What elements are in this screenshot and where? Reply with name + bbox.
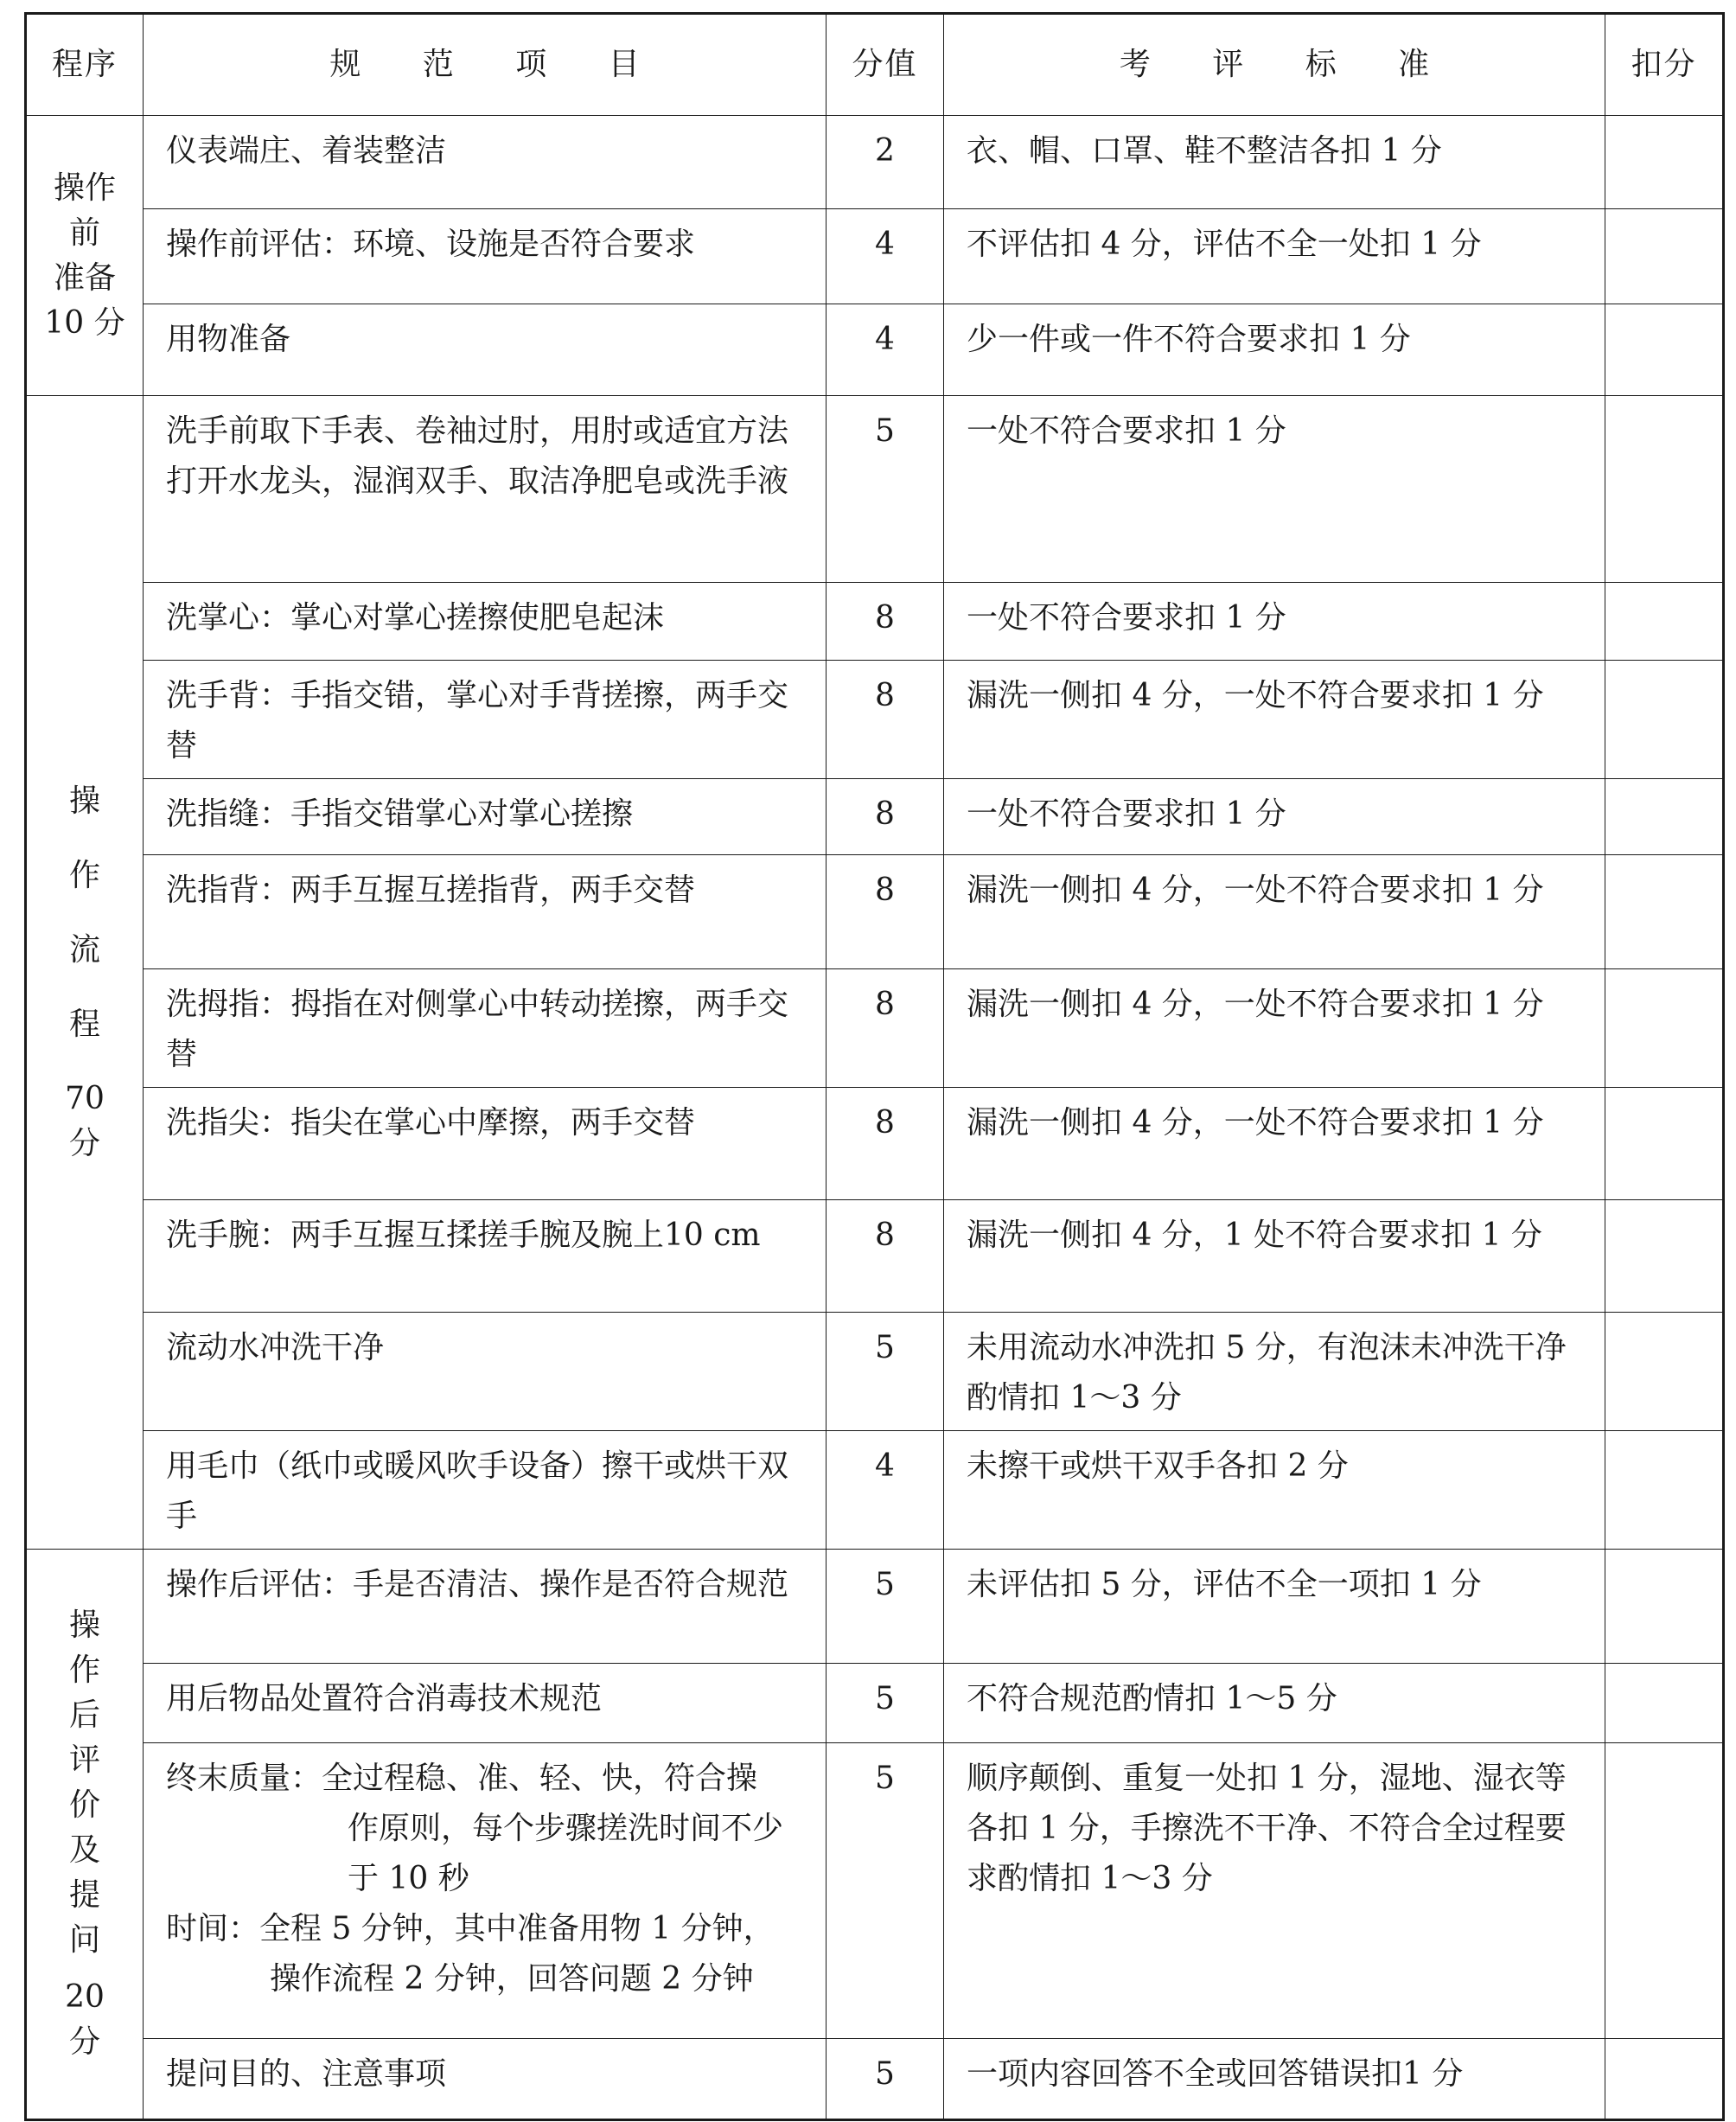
item-cell: 洗指缝：手指交错掌心对掌心搓擦 bbox=[144, 779, 827, 855]
table-row bbox=[26, 1743, 1724, 2039]
section-label-line: 操 bbox=[68, 783, 100, 819]
table-row bbox=[26, 396, 1724, 583]
section-label-pre bbox=[26, 116, 144, 396]
section-label-line: 程 bbox=[68, 1006, 100, 1042]
section-label-line: 问 bbox=[68, 1922, 100, 1958]
section-label-line: 准备 bbox=[53, 259, 116, 296]
item-cell: 洗指尖：指尖在掌心中摩擦，两手交替 bbox=[144, 1088, 827, 1200]
item-cell: 仪表端庄、着装整洁 bbox=[144, 116, 827, 209]
table-row bbox=[26, 969, 1724, 1088]
table-row bbox=[26, 779, 1724, 855]
section-label-post bbox=[26, 1550, 144, 2120]
item-cell-quality-time bbox=[144, 1743, 827, 2039]
score-cell: 8 bbox=[827, 779, 944, 855]
deduct-cell bbox=[1605, 969, 1724, 1088]
header-item: 规 范 项 目 bbox=[144, 14, 827, 116]
score-cell: 8 bbox=[827, 969, 944, 1088]
section-label-line: 流 bbox=[68, 931, 100, 968]
criteria-cell: 顺序颠倒、重复一处扣 1 分，湿地、湿衣等各扣 1 分，手擦洗不干净、不符合全过程要求酌情扣 1～3 分 bbox=[944, 1743, 1605, 2039]
deduct-cell bbox=[1605, 855, 1724, 969]
criteria-cell: 一处不符合要求扣 1 分 bbox=[944, 779, 1605, 855]
item-cell: 用后物品处置符合消毒技术规范 bbox=[144, 1664, 827, 1743]
criteria-cell: 漏洗一侧扣 4 分，一处不符合要求扣 1 分 bbox=[944, 1088, 1605, 1200]
table-row bbox=[26, 1664, 1724, 1743]
deduct-cell bbox=[1605, 116, 1724, 209]
criteria-cell: 少一件或一件不符合要求扣 1 分 bbox=[944, 304, 1605, 396]
criteria-cell: 漏洗一侧扣 4 分，1 处不符合要求扣 1 分 bbox=[944, 1200, 1605, 1313]
deduct-cell bbox=[1605, 209, 1724, 304]
deduct-cell bbox=[1605, 779, 1724, 855]
table-row bbox=[26, 855, 1724, 969]
table-row bbox=[26, 116, 1724, 209]
criteria-cell: 一处不符合要求扣 1 分 bbox=[944, 396, 1605, 583]
criteria-cell: 不符合规范酌情扣 1～5 分 bbox=[944, 1664, 1605, 1743]
hand-washing-scoring-table bbox=[24, 12, 1725, 2121]
score-cell: 4 bbox=[827, 1431, 944, 1550]
deduct-cell bbox=[1605, 1743, 1724, 2039]
score-cell: 4 bbox=[827, 304, 944, 396]
table-row bbox=[26, 661, 1724, 779]
criteria-cell: 未评估扣 5 分，评估不全一项扣 1 分 bbox=[944, 1550, 1605, 1664]
score-cell: 5 bbox=[827, 2039, 944, 2120]
table-row bbox=[26, 209, 1724, 304]
quality-line-cont: 作原则，每个步骤搓洗时间不少于 10 秒 bbox=[348, 1811, 784, 1896]
criteria-cell: 不评估扣 4 分，评估不全一处扣 1 分 bbox=[944, 209, 1605, 304]
section-label-line: 后 bbox=[68, 1697, 100, 1733]
header-row bbox=[26, 14, 1724, 116]
section-label-line: 作 bbox=[68, 857, 100, 893]
criteria-cell: 一处不符合要求扣 1 分 bbox=[944, 583, 1605, 661]
deduct-cell bbox=[1605, 1313, 1724, 1431]
deduct-cell bbox=[1605, 1200, 1724, 1313]
score-cell: 8 bbox=[827, 1088, 944, 1200]
item-cell: 洗手背：手指交错，掌心对手背搓擦，两手交替 bbox=[144, 661, 827, 779]
section-label-line: 70 bbox=[65, 1080, 105, 1116]
section-label-line: 评 bbox=[68, 1742, 100, 1778]
table-row bbox=[26, 583, 1724, 661]
deduct-cell bbox=[1605, 1664, 1724, 1743]
table-row bbox=[26, 1200, 1724, 1313]
score-cell: 8 bbox=[827, 661, 944, 779]
score-cell: 5 bbox=[827, 1664, 944, 1743]
score-cell: 5 bbox=[827, 1550, 944, 1664]
deduct-cell bbox=[1605, 1088, 1724, 1200]
score-cell: 8 bbox=[827, 583, 944, 661]
section-label-line: 作 bbox=[68, 1652, 100, 1688]
criteria-cell: 漏洗一侧扣 4 分，一处不符合要求扣 1 分 bbox=[944, 855, 1605, 969]
section-label-line: 价 bbox=[68, 1787, 100, 1823]
time-line-cont: 操作流程 2 分钟，回答问题 2 分钟 bbox=[270, 1961, 754, 1997]
header-criteria: 考 评 标 准 bbox=[944, 14, 1605, 116]
criteria-cell: 衣、帽、口罩、鞋不整洁各扣 1 分 bbox=[944, 116, 1605, 209]
deduct-cell bbox=[1605, 1550, 1724, 1664]
item-cell: 用物准备 bbox=[144, 304, 827, 396]
section-label-line: 20 bbox=[65, 1979, 105, 2015]
table-row bbox=[26, 1313, 1724, 1431]
section-label-line: 提 bbox=[68, 1877, 100, 1913]
section-label-line: 操作 bbox=[53, 169, 116, 206]
section-label-line: 分 bbox=[68, 1125, 100, 1161]
scoring-sheet bbox=[24, 12, 1722, 2121]
item-cell: 洗拇指：拇指在对侧掌心中转动搓擦，两手交替 bbox=[144, 969, 827, 1088]
score-cell: 2 bbox=[827, 116, 944, 209]
time-line: 时间：全程 5 分钟，其中准备用物 1 分钟， bbox=[166, 1911, 775, 1946]
table-row bbox=[26, 1431, 1724, 1550]
item-cell: 洗指背：两手互握互搓指背，两手交替 bbox=[144, 855, 827, 969]
item-cell: 用毛巾（纸巾或暖风吹手设备）擦干或烘干双手 bbox=[144, 1431, 827, 1550]
item-cell: 洗手前取下手表、卷袖过肘，用肘或适宜方法打开水龙头，湿润双手、取洁净肥皂或洗手液 bbox=[144, 396, 827, 583]
deduct-cell bbox=[1605, 583, 1724, 661]
deduct-cell bbox=[1605, 2039, 1724, 2120]
quality-line: 终末质量：全过程稳、准、轻、快，符合操 bbox=[166, 1761, 758, 1796]
score-cell: 8 bbox=[827, 1200, 944, 1313]
section-label-line: 及 bbox=[68, 1832, 100, 1868]
score-cell: 5 bbox=[827, 396, 944, 583]
table-row bbox=[26, 304, 1724, 396]
deduct-cell bbox=[1605, 1431, 1724, 1550]
header-deduct: 扣分 bbox=[1605, 14, 1724, 116]
deduct-cell bbox=[1605, 661, 1724, 779]
criteria-cell: 未用流动水冲洗扣 5 分，有泡沫未冲洗干净酌情扣 1～3 分 bbox=[944, 1313, 1605, 1431]
score-cell: 8 bbox=[827, 855, 944, 969]
criteria-cell: 漏洗一侧扣 4 分，一处不符合要求扣 1 分 bbox=[944, 661, 1605, 779]
score-cell: 4 bbox=[827, 209, 944, 304]
item-cell: 操作前评估：环境、设施是否符合要求 bbox=[144, 209, 827, 304]
item-cell: 洗掌心：掌心对掌心搓擦使肥皂起沫 bbox=[144, 583, 827, 661]
table-row bbox=[26, 1550, 1724, 1664]
item-cell: 洗手腕：两手互握互揉搓手腕及腕上10 cm bbox=[144, 1200, 827, 1313]
header-score: 分值 bbox=[827, 14, 944, 116]
item-cell: 提问目的、注意事项 bbox=[144, 2039, 827, 2120]
section-label-line: 操 bbox=[68, 1607, 100, 1643]
table-row bbox=[26, 2039, 1724, 2120]
section-label-process bbox=[26, 396, 144, 1550]
item-cell: 流动水冲洗干净 bbox=[144, 1313, 827, 1431]
item-cell: 操作后评估：手是否清洁、操作是否符合规范 bbox=[144, 1550, 827, 1664]
criteria-cell: 漏洗一侧扣 4 分，一处不符合要求扣 1 分 bbox=[944, 969, 1605, 1088]
section-label-line: 前 bbox=[68, 214, 100, 251]
score-cell: 5 bbox=[827, 1743, 944, 2039]
section-label-line: 10 分 bbox=[44, 304, 125, 341]
deduct-cell bbox=[1605, 304, 1724, 396]
criteria-cell: 未擦干或烘干双手各扣 2 分 bbox=[944, 1431, 1605, 1550]
header-program: 程序 bbox=[26, 14, 144, 116]
deduct-cell bbox=[1605, 396, 1724, 583]
table-row bbox=[26, 1088, 1724, 1200]
section-label-line: 分 bbox=[68, 2024, 100, 2060]
score-cell: 5 bbox=[827, 1313, 944, 1431]
criteria-cell: 一项内容回答不全或回答错误扣1 分 bbox=[944, 2039, 1605, 2120]
